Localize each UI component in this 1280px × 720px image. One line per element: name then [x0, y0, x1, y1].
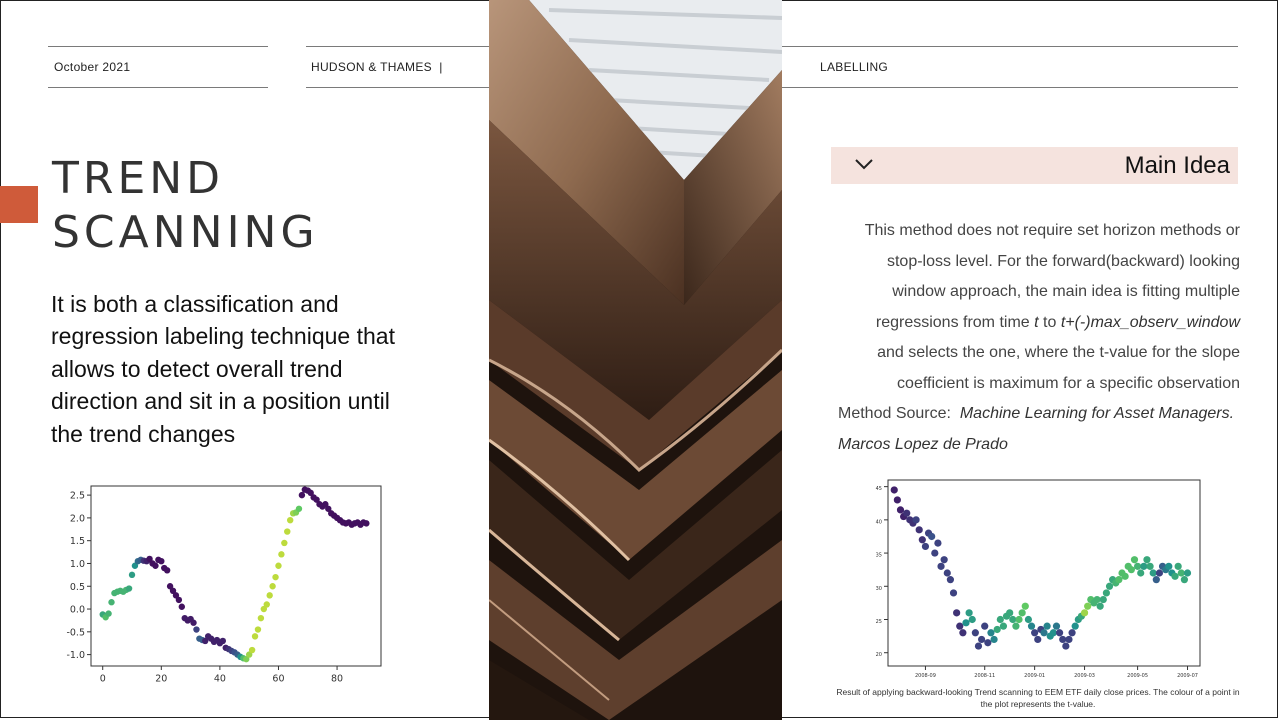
data-point [220, 638, 226, 644]
data-point [252, 633, 258, 639]
x-tick-label: 80 [331, 673, 344, 685]
y-tick-label: 1.5 [69, 536, 85, 548]
header-rule [48, 46, 268, 47]
data-point [894, 496, 901, 503]
data-point [1084, 603, 1091, 610]
data-point [1115, 576, 1122, 583]
data-point [1122, 573, 1129, 580]
data-point [176, 597, 182, 603]
data-point [284, 528, 290, 534]
data-point [1156, 569, 1163, 576]
data-point [278, 551, 284, 557]
data-point [919, 536, 926, 543]
x-tick-label: 2008-09 [914, 673, 936, 679]
data-point [1100, 596, 1107, 603]
data-point [299, 492, 305, 498]
data-point [1093, 596, 1100, 603]
y-tick-label: 35 [875, 552, 882, 559]
x-tick-label: 60 [272, 673, 285, 685]
paragraph-line: and selects the one, where the t-value for the slope [877, 344, 1240, 361]
data-point [956, 623, 963, 630]
data-point [179, 604, 185, 610]
source-label: Method Source: [838, 405, 951, 422]
data-point [969, 616, 976, 623]
data-point [266, 592, 272, 598]
header-section: LABELLING [820, 60, 889, 74]
y-tick-label: 2.5 [69, 490, 85, 502]
paragraph-line: window approach, the main idea is fitting multiple [892, 283, 1240, 300]
data-point [1009, 616, 1016, 623]
chart-caption: Result of applying backward-looking Trend scanning to EEM ETF daily close prices. The colour of a point in the plot represents the t-value. [836, 687, 1240, 709]
eem-trend-scanning-chart [866, 476, 1206, 682]
data-point [281, 540, 287, 546]
data-point [950, 589, 957, 596]
data-point [981, 623, 988, 630]
data-point [1103, 589, 1110, 596]
paragraph-line: coefficient is maximum for a specific observation [897, 374, 1240, 392]
accent-block [0, 186, 38, 223]
data-point [1053, 623, 1060, 630]
data-point [916, 526, 923, 533]
y-tick-label: 45 [875, 486, 882, 493]
paragraph-line: This method does not require set horizon methods or [864, 222, 1240, 239]
data-point [164, 567, 170, 573]
data-point [1012, 623, 1019, 630]
text-t: t [1034, 313, 1039, 331]
data-point [1006, 609, 1013, 616]
data-point [990, 636, 997, 643]
chevron-down-icon [853, 155, 875, 173]
data-point [953, 609, 960, 616]
data-point [108, 599, 114, 605]
data-point [1059, 636, 1066, 643]
data-point [959, 629, 966, 636]
data-point [1044, 623, 1051, 630]
text-span: regressions from time [875, 313, 1035, 331]
data-point [264, 601, 270, 607]
text-window: t+(-)max_observ_window [1060, 313, 1240, 331]
title-line-2: SCANNING [52, 207, 319, 258]
data-point [129, 572, 135, 578]
data-point [249, 647, 255, 653]
data-point [1031, 629, 1038, 636]
data-point [912, 516, 919, 523]
data-point [1184, 569, 1191, 576]
y-tick-label: 20 [875, 652, 882, 659]
data-point [1028, 623, 1035, 630]
trend-scanning-chart [58, 480, 388, 688]
data-point [997, 616, 1004, 623]
header-brand: HUDSON & THAMES | [311, 60, 443, 74]
x-tick-label: 0 [99, 673, 106, 685]
data-point [903, 510, 910, 517]
main-idea-toggle[interactable] [831, 147, 1238, 184]
x-tick-label: 2008-11 [974, 673, 996, 679]
data-point [105, 610, 111, 616]
data-point [193, 626, 199, 632]
data-point [1171, 573, 1178, 580]
data-point [1034, 636, 1041, 643]
main-idea-label: Main Idea [1124, 152, 1230, 179]
header-rule [48, 87, 268, 88]
data-point [1000, 623, 1007, 630]
data-point [928, 533, 935, 540]
main-idea-paragraph [830, 216, 1240, 460]
header-rule [306, 46, 490, 47]
data-point [1106, 583, 1113, 590]
data-point [1178, 569, 1185, 576]
x-tick-label: 2009-01 [1024, 673, 1046, 679]
data-point [1153, 576, 1160, 583]
y-tick-label: 2.0 [69, 513, 85, 525]
data-point [1146, 563, 1153, 570]
data-point [1015, 616, 1022, 623]
data-point [1065, 636, 1072, 643]
data-point [287, 517, 293, 523]
data-point [1019, 609, 1026, 616]
data-point [296, 506, 302, 512]
data-point [994, 626, 1001, 633]
data-point [984, 639, 991, 646]
header-rule [782, 87, 1238, 88]
method-source [838, 399, 1240, 430]
data-point [891, 486, 898, 493]
paragraph-line [830, 308, 1240, 339]
y-tick-label: 25 [875, 619, 882, 625]
source-author-text: Marcos Lopez de Prado [838, 435, 1008, 453]
x-tick-label: 40 [213, 673, 226, 685]
data-point [1050, 629, 1057, 636]
data-point [1165, 563, 1172, 570]
data-point [1150, 569, 1157, 576]
data-point [275, 563, 281, 569]
data-point [1072, 623, 1079, 630]
data-point [363, 520, 369, 526]
data-point [190, 620, 196, 626]
data-point [931, 549, 938, 556]
data-point [941, 556, 948, 563]
x-tick-label: 20 [155, 673, 168, 685]
y-tick-label: 0.0 [69, 604, 85, 616]
header-rule [306, 87, 490, 88]
data-point [937, 563, 944, 570]
data-point [897, 506, 904, 513]
data-point [1143, 556, 1150, 563]
data-point [1081, 609, 1088, 616]
x-tick-label: 2009-03 [1074, 673, 1096, 679]
y-tick-label: 0.5 [69, 581, 85, 593]
source-title: Machine Learning for Asset Managers. [959, 405, 1235, 422]
data-point [1056, 629, 1063, 636]
data-point [1022, 603, 1029, 610]
paragraph-line: stop-loss level. For the forward(backward) looking [886, 252, 1240, 270]
data-point [962, 619, 969, 626]
data-point [1068, 629, 1075, 636]
data-point [934, 540, 941, 547]
data-point [1181, 576, 1188, 583]
data-point [1137, 569, 1144, 576]
source-author [838, 430, 1240, 461]
y-tick-label: -1.0 [66, 650, 85, 662]
text-span: to [1038, 313, 1061, 331]
data-point [158, 558, 164, 564]
slide-title [52, 152, 319, 260]
data-point [978, 636, 985, 643]
y-tick-label: 40 [875, 519, 882, 526]
x-tick-label: 2009-07 [1177, 673, 1198, 679]
data-point [972, 629, 979, 636]
data-point [269, 583, 275, 589]
data-point [1175, 563, 1182, 570]
data-point [1140, 563, 1147, 570]
data-point [272, 574, 278, 580]
data-point [258, 615, 264, 621]
data-point [944, 569, 951, 576]
data-point [1128, 566, 1135, 573]
y-tick-label: 1.0 [69, 558, 85, 570]
data-point [1040, 629, 1047, 636]
data-point [975, 642, 982, 649]
header-date: October 2021 [54, 60, 131, 74]
intro-text: It is both a classification and regression labeling technique that allows to detect overall trend direction and sit in a position until the trend changes [51, 291, 395, 447]
data-point [987, 629, 994, 636]
data-point [1062, 642, 1069, 649]
header-rule [782, 46, 1238, 47]
title-line-1: TREND [52, 153, 225, 204]
data-point [126, 585, 132, 591]
data-point [1097, 603, 1104, 610]
data-point [1025, 616, 1032, 623]
data-point [1134, 563, 1141, 570]
data-point [966, 609, 973, 616]
y-tick-label: -0.5 [66, 627, 85, 639]
data-point [152, 563, 158, 569]
data-point [947, 576, 954, 583]
architecture-photo [489, 0, 782, 720]
data-point [1131, 556, 1138, 563]
data-point [255, 626, 261, 632]
y-tick-label: 30 [875, 585, 882, 592]
data-point [922, 543, 929, 550]
x-tick-label: 2009-05 [1127, 673, 1149, 679]
